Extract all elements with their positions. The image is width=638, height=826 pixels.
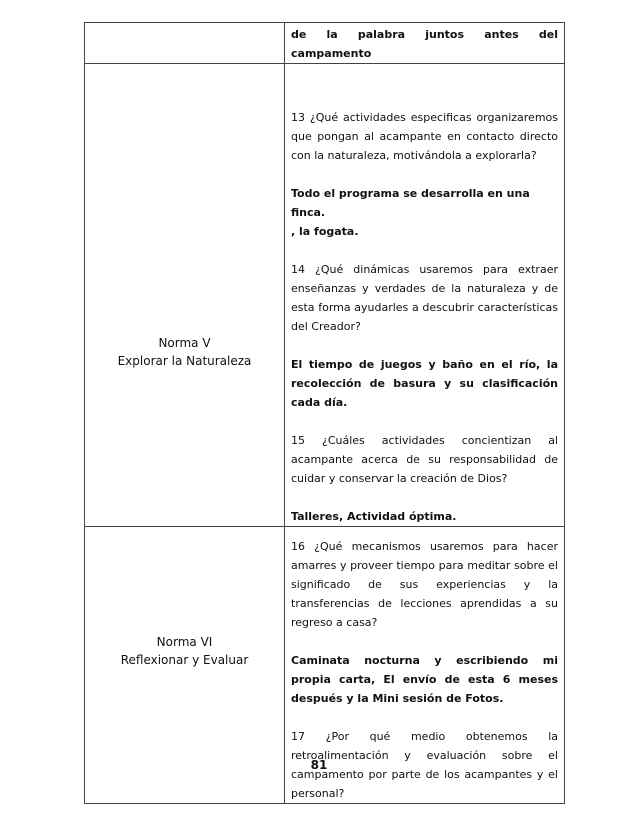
norma-cell: [85, 64, 285, 527]
question-17: 17 ¿Por qué medio obtenemos la retroalimentación y evaluación sobre el campamento por parte de los acampantes y el personal?: [291, 730, 558, 800]
answer-14: El tiempo de juegos y baño en el río, la recolección de basura y su clasificación cada día.: [291, 358, 558, 409]
continuation-text: de la palabra juntos antes del campamento: [291, 28, 558, 60]
answer-13-line2: , la fogata.: [291, 225, 359, 238]
table-row: [85, 64, 565, 527]
norma-title: Norma V: [158, 336, 211, 350]
norma-subtitle: Explorar la Naturaleza: [117, 354, 252, 368]
norma-subtitle: Reflexionar y Evaluar: [120, 653, 249, 667]
answer-15: Talleres, Actividad óptima.: [291, 510, 457, 523]
content-cell: [285, 23, 565, 64]
question-13: 13 ¿Qué actividades especificas organizaremos que pongan al acampante en contacto directo con la naturaleza, motivándola a explorarla?: [291, 111, 558, 162]
question-16: 16 ¿Qué mecanismos usaremos para hacer amarres y proveer tiempo para meditar sobre el significado de sus experiencias y la transferencias de lecciones aprendidas a su regreso a casa?: [291, 540, 558, 629]
table-row: [85, 23, 565, 64]
content-cell: [285, 64, 565, 527]
page-number: 81: [310, 758, 328, 772]
norma-title: Norma VI: [156, 635, 213, 649]
question-14: 14 ¿Qué dinámicas usaremos para extraer enseñanzas y verdades de la naturaleza y de esta forma ayudarles a descubrir características del Creador?: [291, 263, 558, 333]
answer-13-line1: Todo el programa se desarrolla en una finca.: [291, 187, 530, 219]
answer-16: Caminata nocturna y escribiendo mi propia carta, El envío de esta 6 meses después y la Mini sesión de Fotos.: [291, 654, 558, 705]
norms-table: [84, 22, 565, 804]
norma-cell-empty: [85, 23, 285, 64]
question-15: 15 ¿Cuáles actividades concientizan al acampante acerca de su responsabilidad de cuidar y conservar la creación de Dios?: [291, 434, 558, 485]
